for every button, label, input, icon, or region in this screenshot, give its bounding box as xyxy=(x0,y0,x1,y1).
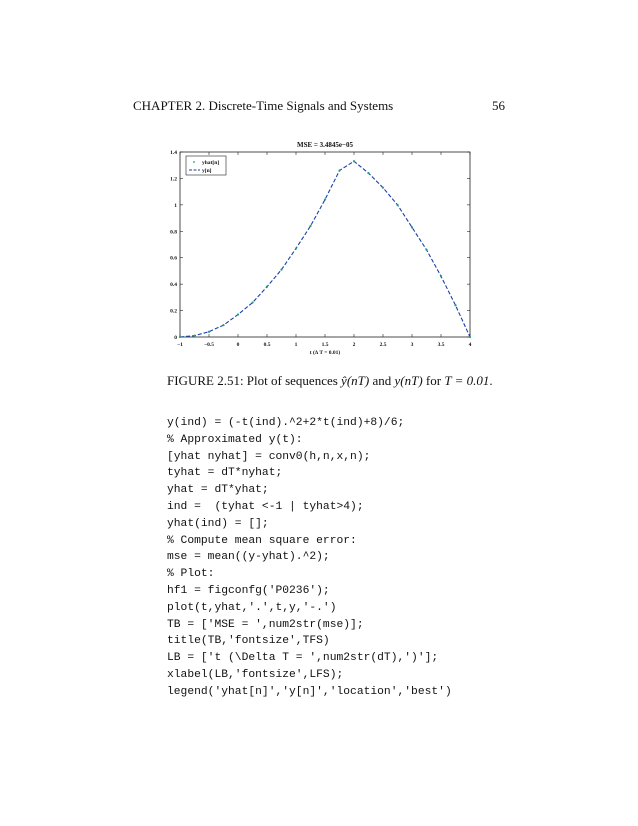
code-line: ind = (tyhat <-1 | tyhat>4); xyxy=(167,500,364,513)
code-line: xlabel(LB,'fontsize',LFS); xyxy=(167,668,344,681)
code-line: [yhat nyhat] = conv0(h,n,x,n); xyxy=(167,450,371,463)
chart-title: MSE = 3.4845e−05 xyxy=(296,141,354,149)
code-line: legend('yhat[n]','y[n]','location','best') xyxy=(167,685,452,698)
code-line: tyhat = dT*nyhat; xyxy=(167,467,283,480)
code-line: yhat = dT*yhat; xyxy=(167,484,269,497)
code-line: yhat(ind) = []; xyxy=(167,517,269,530)
series-point-yhat xyxy=(251,302,253,304)
x-tick-label: 2.5 xyxy=(379,342,387,348)
series-point-yhat xyxy=(440,275,442,277)
series-point-yhat xyxy=(411,226,413,228)
caption-prefix: FIGURE 2.51: Plot of sequences xyxy=(167,373,342,388)
series-point-yhat xyxy=(353,160,355,162)
series-point-yhat xyxy=(425,249,427,251)
x-tick-label: 1.5 xyxy=(321,342,329,348)
mse-line-chart xyxy=(160,132,490,362)
x-tick-label: 1 xyxy=(294,342,298,348)
y-tick-label: 1 xyxy=(174,202,177,209)
x-tick-label: −0.5 xyxy=(203,342,215,348)
series-point-yhat xyxy=(367,172,369,174)
y-tick-label: 1.2 xyxy=(170,176,177,183)
legend-marker-yhat xyxy=(193,161,195,163)
code-line: hf1 = figconfg('P0236'); xyxy=(167,584,330,597)
series-point-yhat xyxy=(237,313,239,315)
figure-caption xyxy=(167,373,493,389)
x-tick-label: 0.5 xyxy=(263,342,271,348)
x-tick-label: 3 xyxy=(410,342,414,348)
x-tick-label: 4 xyxy=(468,342,472,348)
series-point-yhat xyxy=(338,169,340,171)
caption-end: . xyxy=(489,373,493,388)
series-point-yhat xyxy=(208,331,210,333)
series-point-yhat xyxy=(222,324,224,326)
series-point-yhat xyxy=(266,286,268,288)
code-line: title(TB,'fontsize',TFS) xyxy=(167,635,330,648)
chapter-header: CHAPTER 2. Discrete-Time Signals and Systems xyxy=(133,98,394,113)
series-point-yhat xyxy=(469,336,471,338)
caption-and: and xyxy=(369,373,395,388)
x-tick-label: 2 xyxy=(352,342,356,348)
series-point-yhat xyxy=(454,304,456,306)
series-point-yhat xyxy=(382,187,384,189)
plot-frame xyxy=(180,152,470,337)
y-tick-label: 0.2 xyxy=(170,308,177,315)
code-line: y(ind) = (-t(ind).^2+2*t(ind)+8)/6; xyxy=(167,417,405,429)
code-line: LB = ['t (\Delta T = ',num2str(dT),')']; xyxy=(167,652,439,665)
caption-for: for xyxy=(422,373,445,388)
y-tick-label: 0.8 xyxy=(170,229,177,236)
series-point-yhat xyxy=(280,269,282,271)
x-tick-label: 0 xyxy=(236,342,240,348)
x-tick-label: 3.5 xyxy=(437,342,445,348)
y-tick-label: 0 xyxy=(174,335,177,341)
legend-label-y: y[n] xyxy=(202,168,212,174)
y-tick-label: 0.4 xyxy=(170,282,177,289)
code-line: % Approximated y(t): xyxy=(167,433,303,446)
y-tick-label: 1.4 xyxy=(170,150,177,156)
code-line: plot(t,yhat,'.',t,y,'-.') xyxy=(167,601,337,614)
series-point-yhat xyxy=(193,335,195,337)
code-line: mse = mean((y-yhat).^2); xyxy=(167,551,330,564)
caption-seq-y: y(nT) xyxy=(394,373,423,388)
x-axis-label: t (Δ T = 0.01) xyxy=(309,350,341,356)
page-number: 56 xyxy=(492,98,505,113)
series-point-yhat xyxy=(396,204,398,206)
series-point-yhat xyxy=(179,336,181,338)
code-line: % Plot: xyxy=(167,568,215,581)
series-point-yhat xyxy=(309,225,311,227)
caption-seq-yhat: ŷ(nT) xyxy=(341,373,370,388)
code-line: % Compute mean square error: xyxy=(167,534,357,547)
matlab-code-block xyxy=(167,415,452,701)
caption-t-value: T = 0.01 xyxy=(444,373,490,388)
y-tick-label: 0.6 xyxy=(170,255,177,262)
series-point-yhat xyxy=(324,198,326,200)
x-tick-label: −1 xyxy=(177,342,183,348)
code-line: TB = ['MSE = ',num2str(mse)]; xyxy=(167,618,364,631)
series-point-yhat xyxy=(295,247,297,249)
legend-label-yhat: yhat[n] xyxy=(202,160,220,166)
